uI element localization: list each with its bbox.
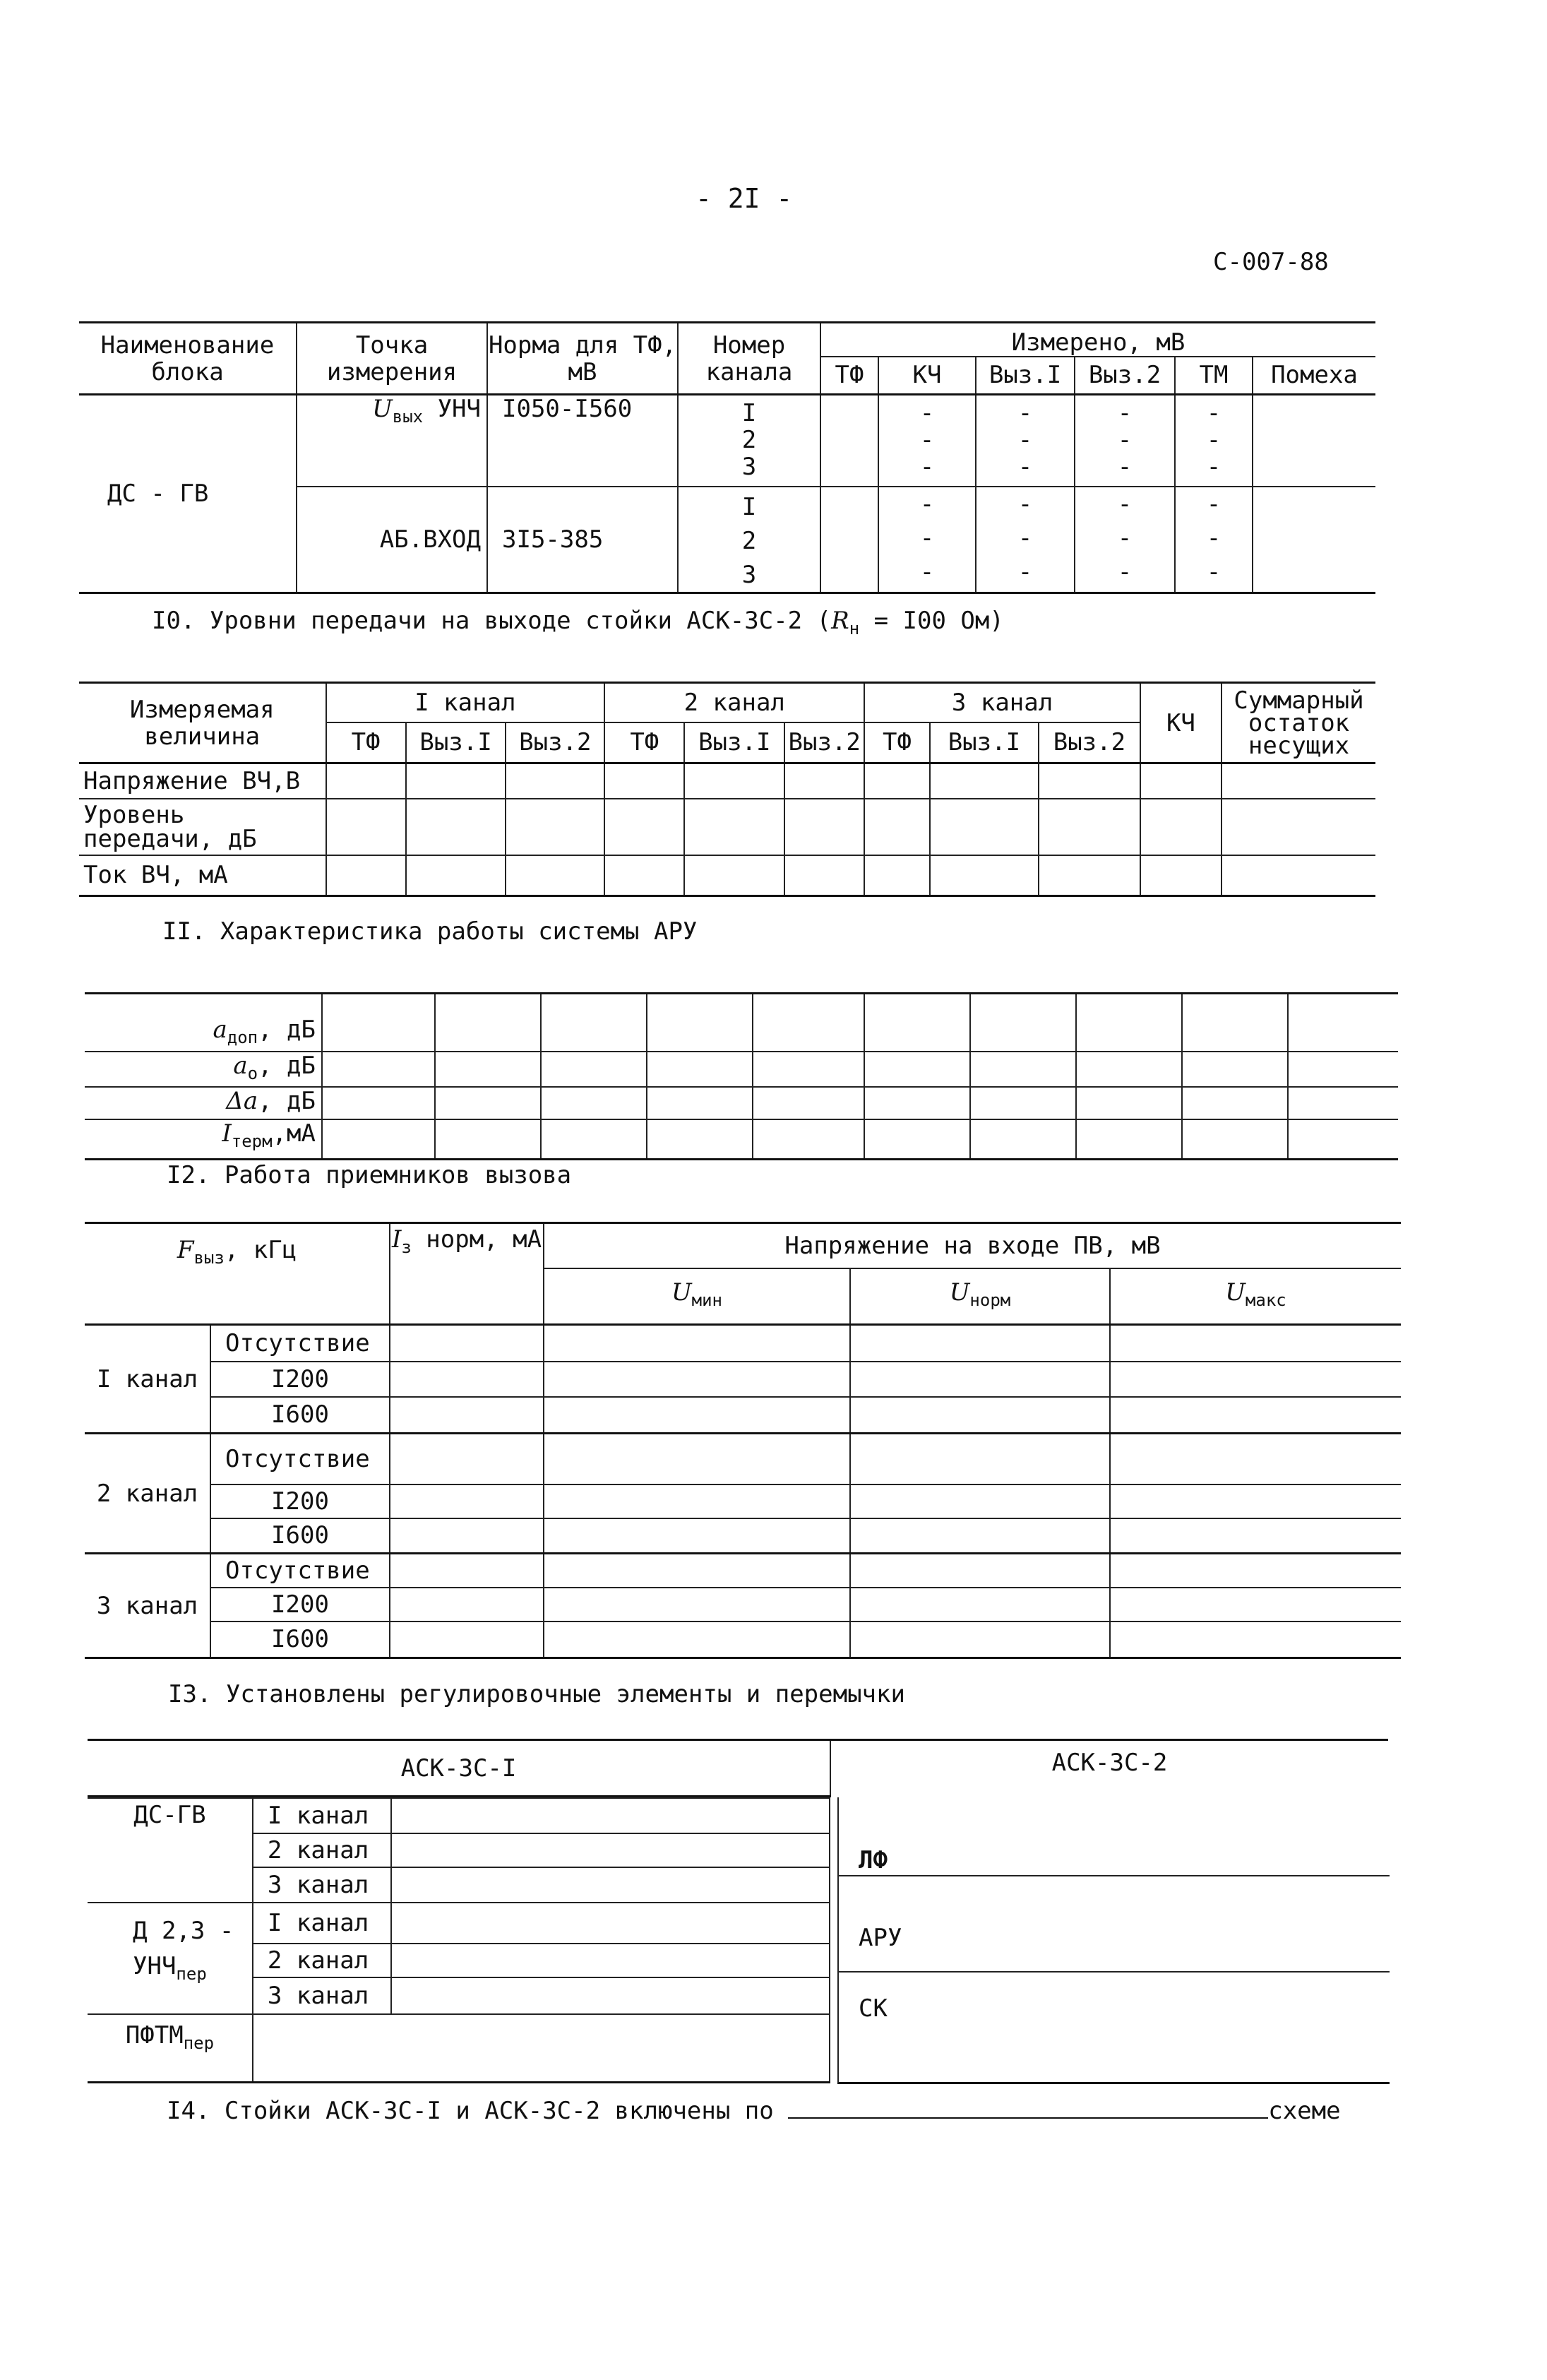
channel-2: 2 [741,526,757,555]
item-1600: I600 [210,1622,390,1658]
ask-2-panel [837,1797,1390,2084]
sub-tf: ТФ [864,722,930,763]
sub-tf: ТФ [604,722,684,763]
point-unch: УНЧ [423,395,481,423]
row-a-dop: $a_{доп}$, дБ [85,994,322,1052]
row-a0: $a_о$, дБ [85,1052,322,1088]
header-kch: КЧ [1140,683,1222,763]
group-channel-1: I канал [85,1325,210,1434]
tm-dashes: - - - [1175,395,1253,487]
header-ask-1: АСК-3С-I [88,1740,830,1797]
vyz1-dashes: - - - [976,395,1075,487]
row-voltage: Напряжение ВЧ,В [79,763,326,799]
sub-vyz2: Выз.2 [1039,722,1140,763]
sub-vyz2: Выз.2 [784,722,864,763]
aru-label: АРУ [859,1924,902,1952]
header-tm: ТМ [1175,357,1253,395]
group-channel-3: 3 канал [85,1554,210,1658]
table-10 [79,682,1375,897]
channel-list-2 [678,487,820,593]
header-ask-2: АСК-3С-2 [830,1740,1388,1798]
measure-point-ab-vhod: АБ.ВХОД [297,487,487,593]
row-delta-a: Δa, дБ [85,1087,322,1119]
channel-2: 2 [741,426,757,454]
header-norm: Норма для ТФ, мВ [487,323,678,395]
header-block-name: Наименование блока [79,323,297,395]
header-quantity: Измеряемая величина [79,683,326,763]
document-code: С-007-88 [1213,248,1329,276]
channel-list-1 [678,395,820,487]
pomekha-cell [1253,395,1375,487]
header-vyz1: Выз.I [976,357,1075,395]
header-channel-3: 3 канал [864,683,1140,722]
section-14-text: I4. Стойки АСК-3С-I и АСК-3С-2 включены по [167,2097,774,2125]
tf-cell [820,487,878,593]
d23-channel-1: I канал [253,1903,391,1944]
header-measured: Измерено, мВ [820,323,1375,357]
channel-3: 3 [741,560,757,589]
row-i-term: $I_{терм},мА$ [85,1119,322,1159]
norm-value-2: 3I5-385 [487,487,678,593]
section-14 [167,2096,1341,2124]
header-u-max: $U_{макс}$ [1110,1268,1401,1325]
header-u-min: $U_{мин}$ [544,1268,850,1325]
lf-label: ЛФ [859,1846,888,1874]
item-absence: Отсутствие [210,1434,390,1484]
header-pomekha: Помеха [1253,357,1375,395]
scheme-blank-line [788,2096,1268,2119]
row-current: Ток ВЧ, мА [79,855,326,896]
item-absence: Отсутствие [210,1325,390,1362]
kch-dashes: - - - [878,395,976,487]
norm-value-1: I050-I560 [487,395,678,487]
ds-gv-channel-1: I канал [253,1798,391,1833]
sub-vyz1: Выз.I [406,722,506,763]
header-i-norm: $I_з$ норм, мА [390,1223,544,1325]
item-1600: I600 [210,1518,390,1554]
vyz2-dashes: - - - [1075,487,1175,593]
tm-dashes: - - - [1175,487,1253,593]
sk-label: СК [859,1994,888,2023]
table-13 [88,1739,1388,1797]
table-13-body [88,1797,830,2083]
table-11 [85,992,1398,1160]
table-12 [85,1222,1401,1659]
pomekha-cell [1253,487,1375,593]
sub-vyz1: Выз.I [684,722,784,763]
item-1600: I600 [210,1397,390,1434]
item-absence: Отсутствие [210,1554,390,1588]
table-9 [79,321,1375,594]
u-symbol: U [372,395,393,423]
sub-vyz2: Выз.2 [506,722,604,763]
section-12-title: I2. Работа приемников вызова [167,1161,572,1189]
section-13-title: I3. Установлены регулировочные элементы и перемычки [168,1680,905,1708]
item-1200: I200 [210,1484,390,1518]
header-summary: Суммарный остаток несущих [1222,683,1375,763]
channel-3: 3 [741,453,757,481]
header-vyz2: Выз.2 [1075,357,1175,395]
header-voltage: Напряжение на входе ПВ, мВ [544,1223,1401,1268]
section-11-title: II. Характеристика работы системы АРУ [162,917,698,946]
header-channel-1: I канал [326,683,605,722]
tf-cell [820,395,878,487]
group-channel-2: 2 канал [85,1434,210,1554]
sub-vyz1: Выз.I [930,722,1039,763]
header-f-vyz: $F_{выз}$, кГц [85,1223,390,1325]
row-level: Уровень передачи, дБ [79,799,326,855]
u-subscript: вых [392,406,424,427]
page-number: - 2I - [695,183,793,214]
channel-1: I [741,399,757,427]
header-kch: КЧ [878,357,976,395]
ds-gv-channel-3: 3 канал [253,1867,391,1903]
item-1200: I200 [210,1362,390,1397]
measure-point-uvyh [297,395,487,487]
section-10-title: I0. Уровни передачи на выходе стойки АСК-3С-2 ($R_н = I00$ Ом) [152,607,1004,638]
item-1200: I200 [210,1588,390,1622]
header-tf: ТФ [820,357,878,395]
vyz1-dashes: - - - [976,487,1075,593]
d23-channel-3: 3 канал [253,1977,391,2014]
section-14-end: схеме [1268,2097,1341,2125]
header-measure-point: Точка измерения [297,323,487,395]
kch-dashes: - - - [878,487,976,593]
block-name-ds-gv: ДС - ГВ [79,395,297,593]
pftm-label: $ПФТМ_{пер}$ [88,2014,253,2082]
ds-gv-channel-2: 2 канал [253,1833,391,1867]
ds-gv-label: ДС-ГВ [88,1798,253,1903]
d23-unch-label: Д 2,3 - $УНЧ_{пер}$ [88,1903,253,2014]
channel-1: I [741,492,757,521]
header-u-norm: $U_{норм}$ [850,1268,1110,1325]
header-channel-number: Номер канала [678,323,820,395]
d23-channel-2: 2 канал [253,1944,391,1977]
header-channel-2: 2 канал [604,683,864,722]
sub-tf: ТФ [326,722,406,763]
vyz2-dashes: - - - [1075,395,1175,487]
